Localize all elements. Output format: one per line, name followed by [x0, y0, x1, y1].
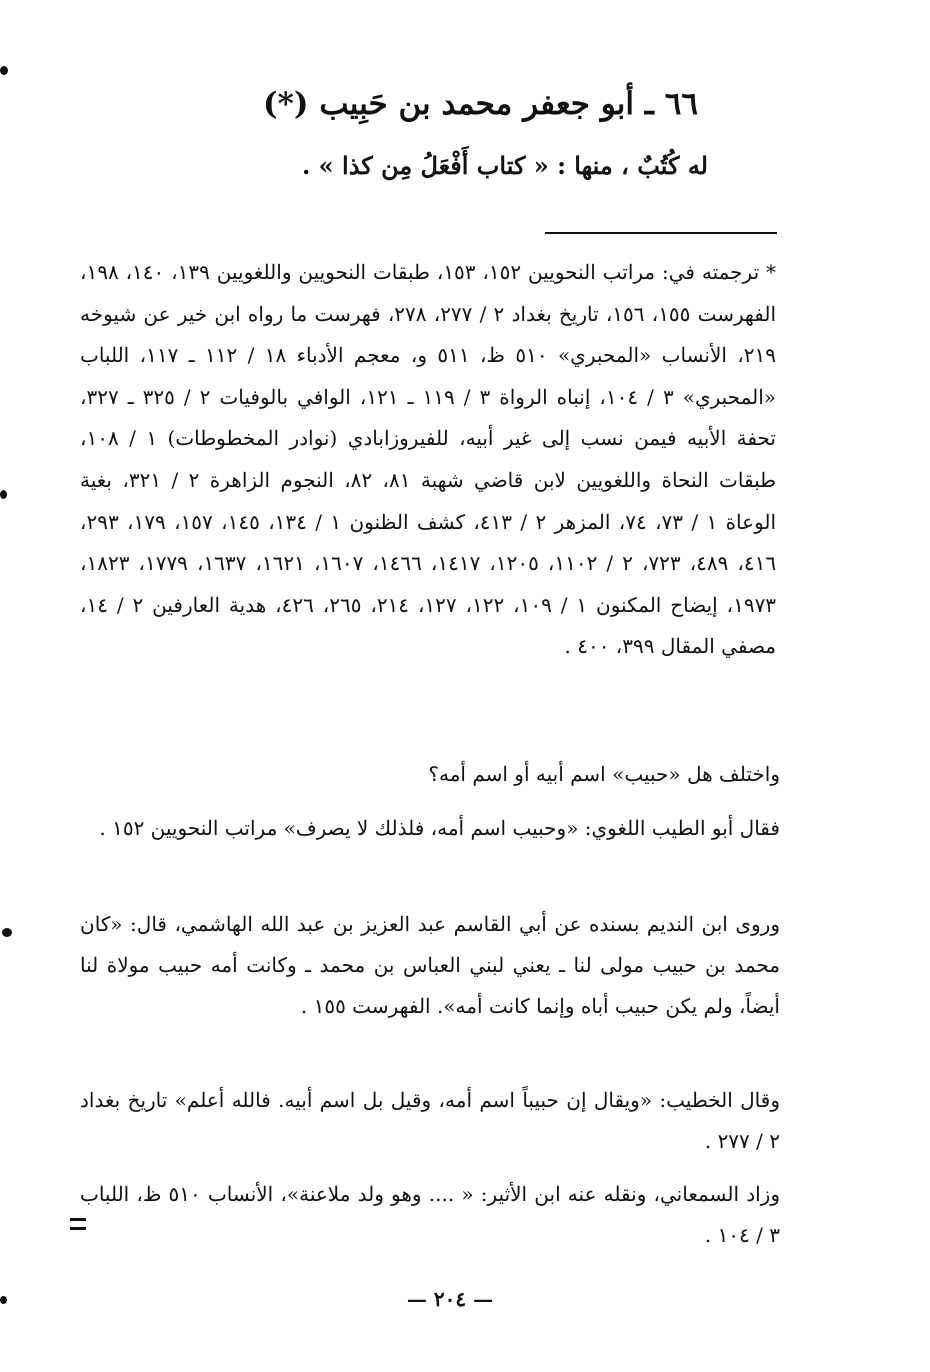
entry-works-line: له كُتُبٌ ، منها : « كتاب أَفْعَلُ مِن كذا » .: [301, 151, 708, 180]
paragraph-abu-tayyib: فقال أبو الطيب اللغوي: «وحبيب اسم أمه، فلذلك لا يصرف» مراتب النحويين ١٥٢ .: [99, 816, 780, 840]
paragraph-question: واختلف هل «حبيب» اسم أبيه أو اسم أمه؟: [428, 762, 780, 786]
margin-mark: [0, 490, 7, 499]
paragraph-samani: وزاد السمعاني، ونقله عنه ابن الأثير: « .... وهو ولد ملاعنة»، الأنساب ٥١٠ ظ، اللباب ٣ / ١٠٤ .: [80, 1182, 780, 1247]
margin-mark: [2, 928, 12, 937]
entry-heading: ٦٦ ـ أبو جعفر محمد بن حَبِيب (*): [263, 86, 698, 122]
margin-mark: [0, 1296, 7, 1304]
page-number: — ٢٠٤ —: [406, 1287, 494, 1311]
margin-equals-mark: [70, 1218, 86, 1230]
margin-mark: [0, 66, 8, 75]
paragraph-ibn-nadim: وروى ابن النديم بسنده عن أبي القاسم عبد العزيز بن عبد الله الهاشمي، قال: «كان محمد بن حبيب مولى لنا ـ يعني لبني العباس بن محمد ـ وكانت أمه حبيب مولاة لنا أيضاً، ولم يكن حبيب أباه وإنما كانت أمه». الفهرست ١٥٥ .: [80, 912, 780, 1018]
paragraph-khatib: وقال الخطيب: «ويقال إن حبيباً اسم أمه، وقيل بل اسم أبيه. فالله أعلم» تاريخ بغداد ٢ / ٢٧٧ .: [80, 1088, 780, 1153]
footnote-divider: [545, 232, 777, 234]
biography-footnote: * ترجمته في: مراتب النحويين ١٥٢، ١٥٣، طبقات النحويين واللغويين ١٣٩، ١٤٠، ١٩٨، الفهرست ١٥٥، ١٥٦، تاريخ بغداد ٢ / ٢٧٧، ٢٧٨، فهرست ما رواه ابن خير عن شيوخه ٢١٩، الأنساب «المحبري» ٥١٠ ظ، ٥١١ و، معجم الأدباء ١٨ / ١١٢ ـ ١١٧، اللباب «المحبري» ٣ / ١٠٤، إنباه الرواة ٣ / ١١٩ ـ ١٢١، الوافي بالوفيات ٢ / ٣٢٥ ـ ٣٢٧، تحفة الأبيه فيمن نسب إلى غير أبيه، للفيروزابادي (نوادر المخطوطات) ١ / ١٠٨، طبقات النحاة واللغويين لابن قاضي شهبة ٨١، ٨٢، النجوم الزاهرة ٢ / ٣٢١، بغية الوعاة ١ / ٧٣، ٧٤، المزهر ٢ / ٤١٣، كشف الظنون ١ / ١٣٤، ١٤٥، ١٥٧، ١٧٩، ٢٩٣، ٤١٦، ٤٨٩، ٧٢٣، ٢ / ١١٠٢، ١٢٠٥، ١٤١٧، ١٤٦٦، ١٦٠٧، ١٦٢١، ١٦٣٧، ١٧٧٩، ١٨٢٣، ١٩٧٣، إيضاح المكنون ١ / ١٠٩، ١٢٢، ١٢٧، ٢١٤، ٢٦٥، ٤٢٦، هدية العارفين ٢ / ١٤، مصفي المقال ٣٩٩، ٤٠٠ .: [80, 260, 777, 659]
